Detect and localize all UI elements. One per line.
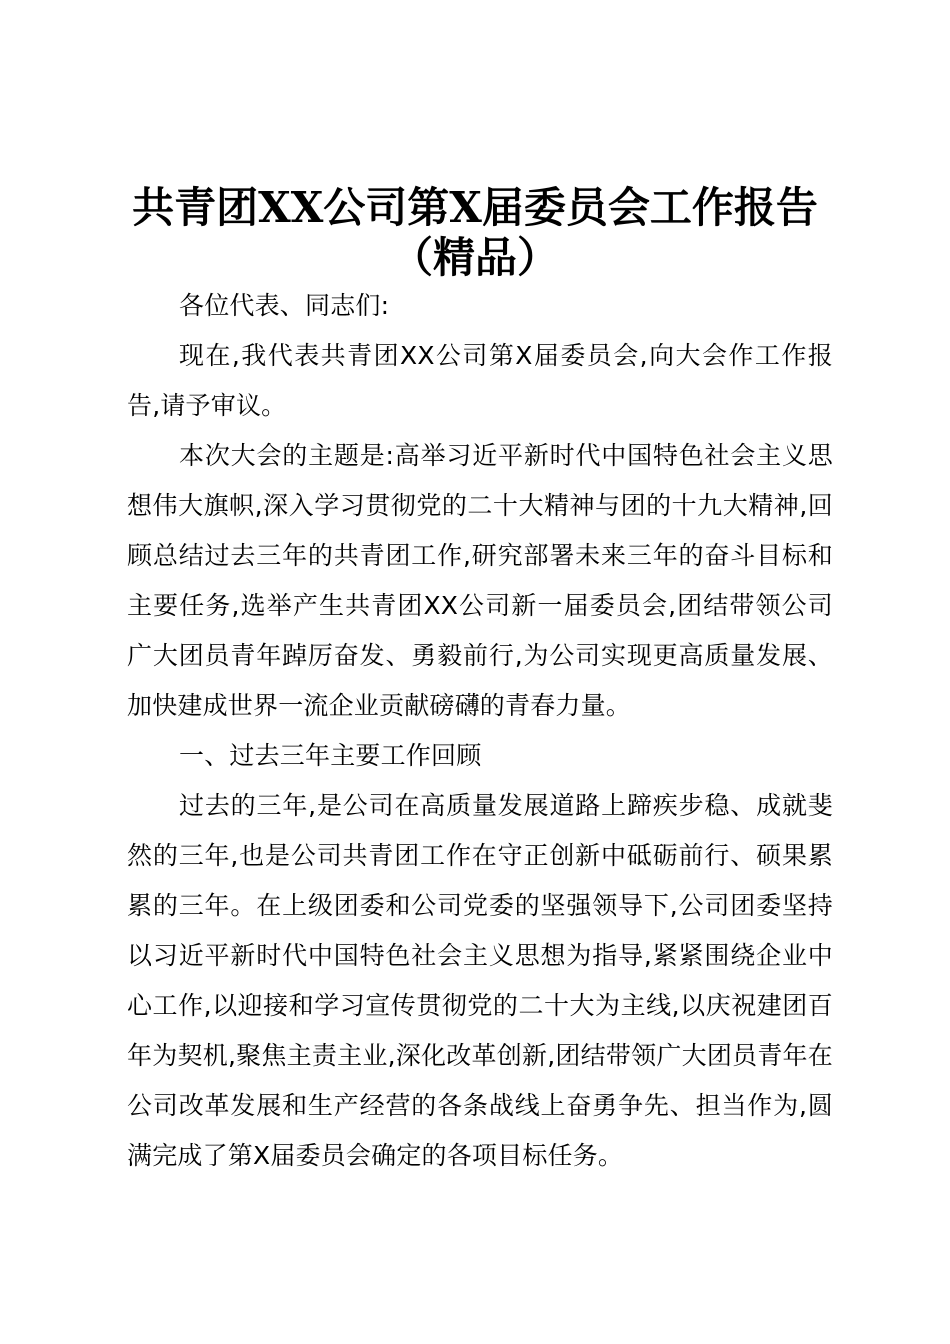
section-heading: 一、过去三年主要工作回顾 xyxy=(179,741,482,770)
document-title-suffix: （精品） xyxy=(390,233,559,282)
salutation-paragraph: 各位代表、同志们: xyxy=(179,291,390,320)
intro-paragraph: 现在,我代表共青团XX公司第X届委员会,向大会作工作报告,请予审议。 xyxy=(127,341,833,420)
document-body xyxy=(127,281,833,1181)
review-paragraph: 过去的三年,是公司在高质量发展道路上蹄疾步稳、成就斐然的三年,也是公司共青团工作在守正创新中砥砺前行、硕果累累的三年。在上级团委和公司党委的坚强领导下,公司团委坚持以习近平新时代中国特色社会主义思想为指导,紧紧围绕企业中心工作,以迎接和学习宣传贯彻党的二十大为主线,以庆祝建团百年为契机,聚焦主责主业,深化改革创新,团结带领广大团员青年在公司改革发展和生产经营的各条战线上奋勇争先、担当作为,圆满完成了第X届委员会确定的各项目标任务。 xyxy=(127,791,833,1170)
theme-paragraph: 本次大会的主题是:高举习近平新时代中国特色社会主义思想伟大旗帜,深入学习贯彻党的二十大精神与团的十九大精神,回顾总结过去三年的共青团工作,研究部署未来三年的奋斗目标和主要任务,选举产生共青团XX公司新一届委员会,团结带领公司广大团员青年踔厉奋发、勇毅前行,为公司实现更高质量发展、加快建成世界一流企业贡献磅礴的青春力量。 xyxy=(127,441,833,720)
document-title: 共青团XX公司第X届委员会工作报告 xyxy=(132,183,818,232)
